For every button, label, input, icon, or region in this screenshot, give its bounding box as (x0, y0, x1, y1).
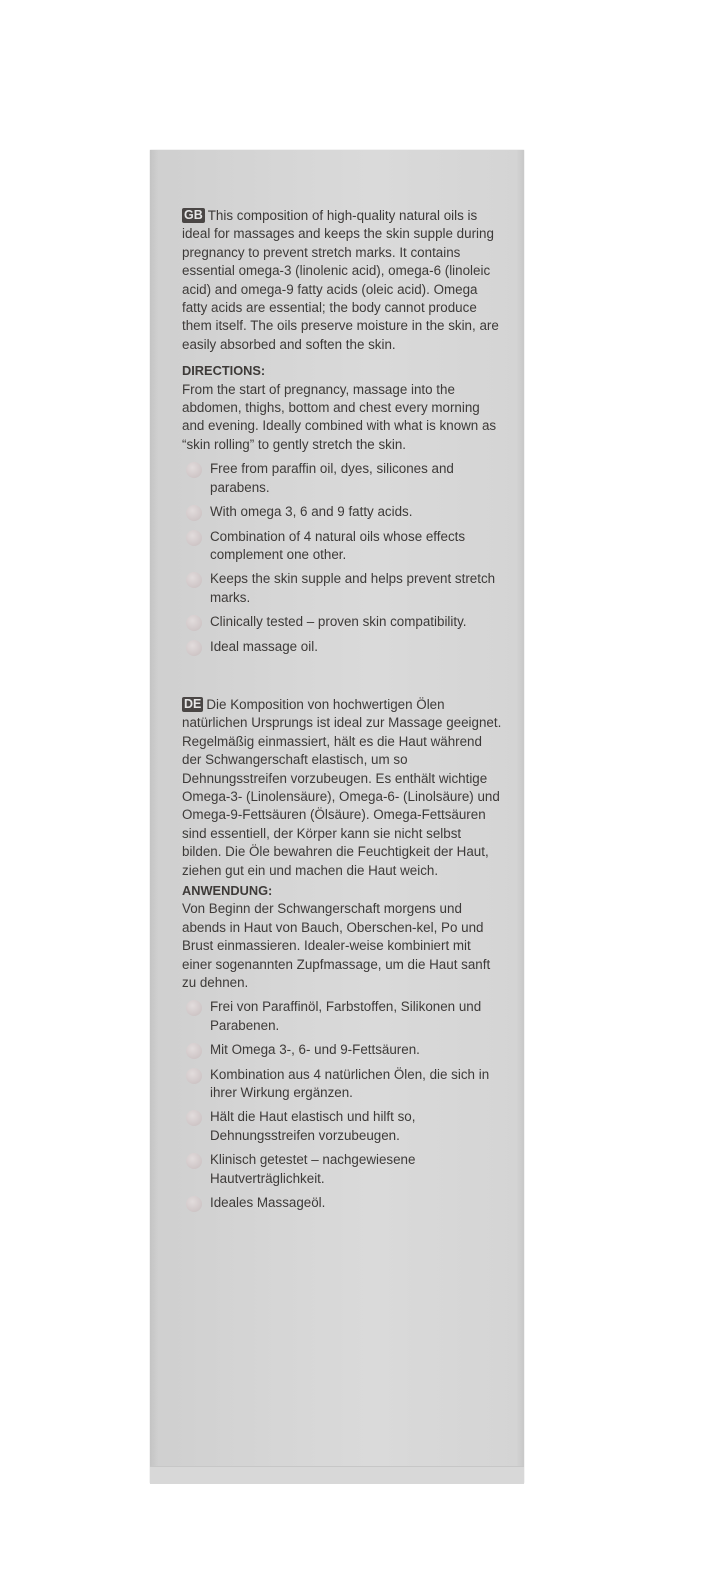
bullet-circle-icon (186, 1153, 202, 1169)
box-bottom-flap (150, 1466, 524, 1484)
list-item (182, 1194, 502, 1212)
bullet-text: Frei von Paraffinöl, Farbstoffen, Silikonen und Parabenen. (210, 999, 482, 1033)
german-intro (182, 696, 502, 880)
bullet-text: Klinisch getestet – nachgewiesene Hautverträglichkeit. (210, 1152, 416, 1186)
english-directions-heading: DIRECTIONS: (182, 363, 266, 379)
bullet-text: Combination of 4 natural oils whose effects complement one other. (210, 528, 466, 562)
list-item (182, 638, 502, 656)
bullet-text: With omega 3, 6 and 9 fatty acids. (210, 504, 413, 520)
list-item (182, 528, 502, 565)
english-intro (182, 207, 502, 354)
list-item (182, 1066, 502, 1103)
bullet-circle-icon (186, 1000, 202, 1016)
box-text (182, 207, 502, 1219)
box-right-edge (516, 150, 524, 1483)
bullet-text: Hält die Haut elastisch und hilft so, Dehnungsstreifen vorzubeugen. (210, 1109, 416, 1143)
list-item (182, 1151, 502, 1188)
list-item (182, 503, 502, 521)
german-bullet-list (182, 998, 502, 1212)
german-directions-heading: ANWENDUNG: (182, 883, 273, 898)
bullet-text: Ideales Massageöl. (210, 1195, 326, 1211)
list-item (182, 1108, 502, 1145)
list-item (182, 570, 502, 607)
bullet-circle-icon (186, 530, 202, 546)
bullet-text: Free from paraffin oil, dyes, silicones and parabens. (210, 461, 454, 495)
bullet-text: Ideal massage oil. (210, 638, 318, 654)
section-german (182, 696, 502, 1213)
badge-gb: GB (184, 208, 203, 222)
bullet-circle-icon (186, 1043, 202, 1059)
bullet-text: Keeps the skin supple and helps prevent stretch marks. (210, 571, 496, 605)
bullet-circle-icon (186, 640, 202, 656)
german-intro-text: Die Komposition von hochwertigen Ölen natürlichen Ursprungs ist ideal zur Massage geeignet. Regelmäßig einmassiert, hält es die Haut während der Schwangerschaft elastisch, um so Dehnungsstreifen vorzubeugen. Es enthält wichtige Omega-3- (Linolensäure), Omega-6- (Linolsäure) und Omega-9-Fettsäuren (Ölsäure). Omega-Fettsäuren sind essentiell, der Körper kann sie nicht selbst bilden. Die Öle bewahren die Feuchtigkeit der Haut, ziehen gut ein und machen die Haut weich. (182, 696, 502, 878)
list-item (182, 460, 502, 497)
bullet-text: Mit Omega 3-, 6- und 9-Fettsäuren. (210, 1042, 420, 1058)
bullet-text: Clinically tested – proven skin compatibility. (210, 614, 467, 630)
box-left-edge (150, 150, 158, 1483)
english-directions: From the start of pregnancy, massage into the abdomen, thighs, bottom and chest every morning and evening. Ideally combined with what is known as “skin rolling” to gently stretch the skin. (182, 381, 497, 452)
list-item (182, 998, 502, 1035)
bullet-text: Kombination aus 4 natürlichen Ölen, die sich in ihrer Wirkung ergänzen. (210, 1066, 490, 1101)
list-item (182, 1041, 502, 1059)
english-bullet-list (182, 460, 502, 656)
bullet-circle-icon (186, 505, 202, 521)
section-spacer (182, 662, 502, 696)
badge-de: DE (184, 696, 202, 711)
section-english (182, 207, 502, 656)
list-item (182, 613, 502, 631)
bullet-circle-icon (186, 615, 202, 631)
bullet-circle-icon (186, 1196, 202, 1212)
bullet-circle-icon (186, 1110, 202, 1126)
bullet-circle-icon (186, 572, 202, 588)
english-intro-text: This composition of high-quality natural oils is ideal for massages and keeps the skin supple during pregnancy to prevent stretch marks. It contains essential omega-3 (linolenic acid), omega-6 (linoleic acid) and omega-9 fatty acids (oleic acid). Omega fatty acids are essential; the body cannot produce them itself. The oils preserve moisture in the skin, are easily absorbed and soften the skin. (182, 208, 499, 352)
german-directions: Von Beginn der Schwangerschaft morgens und abends in Haut von Bauch, Oberschen-kel, Po und Brust einmassieren. Idealer-weise kombiniert mit einer sogenannten Zupfmassage, um die Haut sanft zu dehnen. (182, 901, 491, 991)
bullet-circle-icon (186, 462, 202, 478)
bullet-circle-icon (186, 1068, 202, 1084)
